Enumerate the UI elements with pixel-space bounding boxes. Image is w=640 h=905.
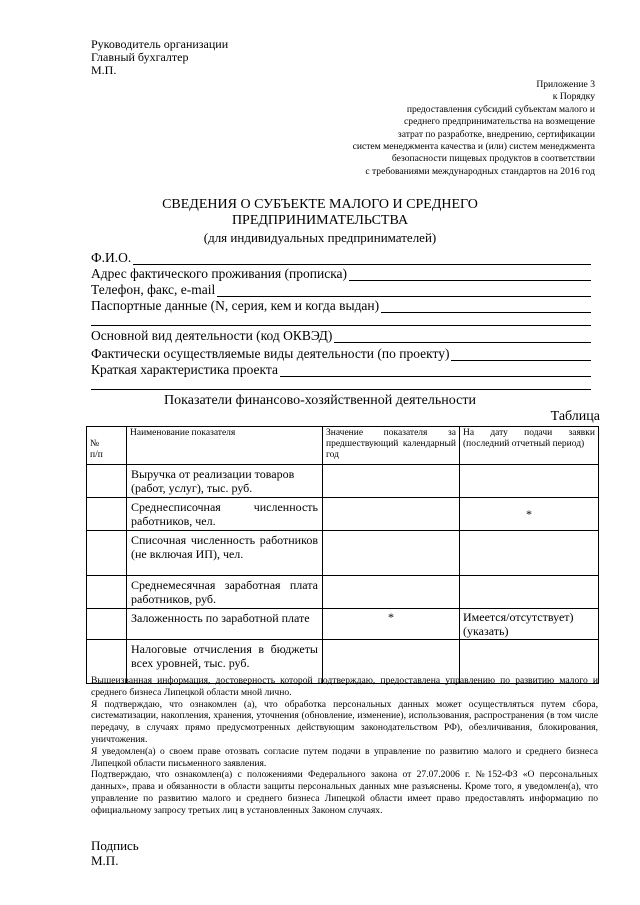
appendix-line: систем менеджмента качества и (или) систем менеджмента <box>352 141 595 153</box>
fio-field[interactable] <box>91 248 591 265</box>
appendix-line: предоставления субсидий субъектам малого и <box>406 103 595 115</box>
project-description-label: Краткая характеристика проекта <box>91 362 278 377</box>
passport-label: Паспортные данные (N, серия, кем и когда выдан) <box>91 298 380 313</box>
header-number: № п/п <box>87 427 127 465</box>
consent-paragraph: Я подтверждаю, что ознакомлен (а), что обработка персональных данных может осуществляться путем сбора, систематизации, накопления, хранения, уточнения (обновление, изменение), использования, распространения (в том числе передачу, в случаях прямо предусмотренных действующим законодательством РФ), обезличивания, блокирования, уничтожения. <box>91 698 598 745</box>
actual-activity-field[interactable] <box>91 344 591 361</box>
indicator-name-cell: Списочная численность работников (не включая ИП), чел. <box>127 531 323 576</box>
current-period-cell[interactable]: * <box>460 498 599 531</box>
signature-label: Подпись <box>91 838 139 853</box>
signatories-block <box>91 38 228 77</box>
appendix-note <box>353 79 595 178</box>
previous-year-cell[interactable]: * <box>323 609 460 640</box>
head-of-organization-label: Руководитель организации <box>91 37 229 51</box>
indicator-name-cell: Среднесписочная численность работников, чел. <box>127 498 323 531</box>
table-row <box>87 531 599 576</box>
table-row <box>87 609 599 640</box>
document-subtitle: (для индивидуальных предпринимателей) <box>203 230 437 245</box>
seal-label: М.П. <box>91 63 117 77</box>
financial-indicators-table <box>86 426 599 684</box>
row-number-cell <box>87 531 127 576</box>
okved-input-line[interactable] <box>334 330 591 343</box>
indicator-name-cell: Заложенность по заработной плате <box>127 609 323 640</box>
appendix-line: безопасности пищевых продуктов в соответствии <box>391 153 595 165</box>
current-period-cell[interactable] <box>460 531 599 576</box>
row-number-cell <box>87 609 127 640</box>
header-previous-year: Значение показателя за предшествующий календарный год <box>323 427 460 465</box>
appendix-line: Приложение 3 <box>536 79 595 90</box>
consent-paragraph: Я уведомлен(а) о своем праве отозвать согласие путем подачи в управление по развитию малого и среднего бизнеса Липецкой области письменного заявления. <box>91 745 598 769</box>
current-period-cell[interactable] <box>460 576 599 609</box>
table-row <box>87 576 599 609</box>
row-number-cell <box>87 576 127 609</box>
project-description-input-line[interactable] <box>280 364 591 377</box>
document-title <box>0 197 640 229</box>
previous-year-cell[interactable] <box>323 576 460 609</box>
indicator-name-cell: Выручка от реализации товаров (работ, услуг), тыс. руб. <box>127 465 323 498</box>
chief-accountant-label: Главный бухгалтер <box>91 50 189 64</box>
phone-field[interactable] <box>91 280 591 297</box>
address-field[interactable] <box>91 264 591 281</box>
current-period-cell[interactable]: Имеется/отсутствует) (указать) <box>460 609 599 640</box>
title-line-2: ПРЕДПРИНИМАТЕЛЬСТВА <box>231 213 409 228</box>
row-number-cell <box>87 465 127 498</box>
okved-field[interactable] <box>91 326 591 343</box>
okved-label: Основной вид деятельности (код ОКВЭД) <box>91 328 333 343</box>
project-description-field[interactable] <box>91 360 591 377</box>
appendix-line: к Порядку <box>552 91 595 103</box>
passport-field[interactable] <box>91 296 591 313</box>
previous-year-cell[interactable] <box>323 498 460 531</box>
seal-label: М.П. <box>91 853 119 868</box>
appendix-line: затрат по разработке, внедрению, сертификации <box>397 128 595 140</box>
table-row <box>87 465 599 498</box>
previous-year-cell[interactable] <box>323 465 460 498</box>
indicator-name-cell: Среднемесячная заработная плата работников, руб. <box>127 576 323 609</box>
title-line-1: СВЕДЕНИЯ О СУБЪЕКТЕ МАЛОГО И СРЕДНЕГО <box>162 197 478 212</box>
table-label: Таблица <box>550 409 600 424</box>
table-header-row <box>87 427 599 465</box>
passport-input-line[interactable] <box>381 300 591 313</box>
consent-paragraph: Подтверждаю, что ознакомлен(а) с положениями Федерального закона от 27.07.2006 г. №152-ФЗ «О персональных данных», права и обязанности в области защиты персональных данных мне разъяснены. Кроме того, я уведомлен(а), что управление по развитию малого и среднего бизнеса Липецкой области имеет право предоставлять информацию по официальному запросу третьих лиц в установленных Законом случаях. <box>91 769 598 816</box>
phone-label: Телефон, факс, e-mail <box>91 282 216 297</box>
header-current-period: На дату подачи заявки (последний отчетный период) <box>460 427 599 465</box>
current-period-cell[interactable] <box>460 465 599 498</box>
appendix-line: среднего предпринимательства на возмещение <box>404 116 595 128</box>
address-label: Адрес фактического проживания (прописка) <box>91 266 348 281</box>
table-row <box>87 498 599 531</box>
fio-label: Ф.И.О. <box>91 250 132 265</box>
actual-activity-label: Фактически осуществляемые виды деятельности (по проекту) <box>91 346 450 361</box>
indicator-name-cell: Налоговые отчисления в бюджеты всех уровней, тыс. руб. <box>127 640 323 684</box>
consent-text-block <box>91 675 598 817</box>
appendix-line: с требованиями международных стандартов на 2016 год <box>365 165 595 177</box>
consent-paragraph: Вышеизванная информация, достоверность которой подтверждаю, предоставлена управлению по развитию малого и среднего бизнеса Липецкой области мной лично. <box>91 675 598 698</box>
header-indicator-name: Наименование показателя <box>127 427 323 465</box>
section-title: Показатели финансово-хозяйственной деятельности <box>164 393 476 408</box>
project-continuation-line[interactable] <box>91 389 591 390</box>
row-number-cell <box>87 498 127 531</box>
previous-year-cell[interactable] <box>323 531 460 576</box>
signature-block <box>91 838 139 868</box>
